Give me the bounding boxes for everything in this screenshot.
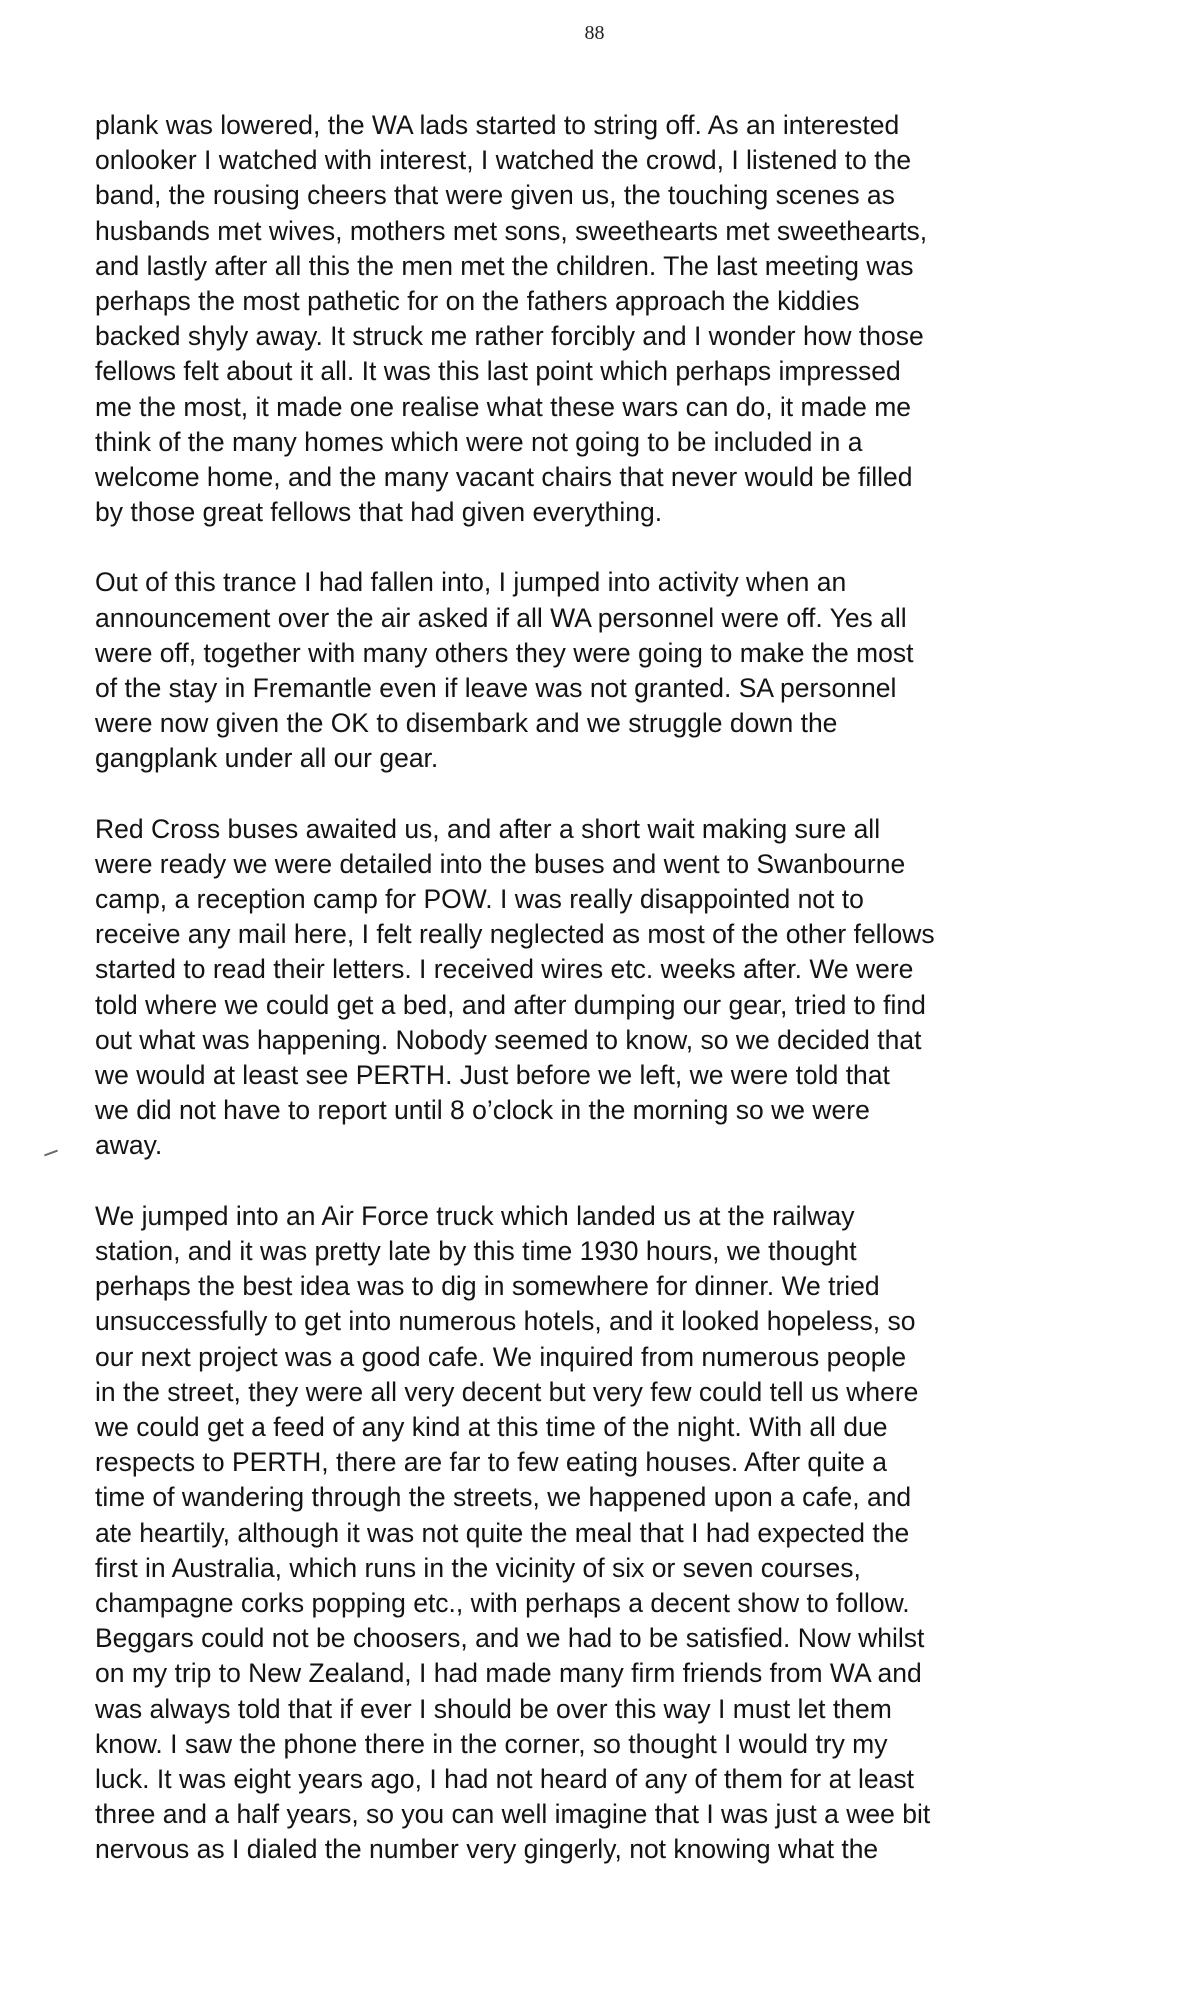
text-line: perhaps the most pathetic for on the fathers approach the kiddies bbox=[95, 286, 860, 317]
text-line: and lastly after all this the men met the children. The last meeting was bbox=[95, 250, 914, 281]
paragraph bbox=[95, 1199, 1105, 1868]
text-line: know. I saw the phone there in the corner, so thought I would try my bbox=[95, 1728, 888, 1759]
text-line: out what was happening. Nobody seemed to know, so we decided that bbox=[95, 1024, 922, 1055]
text-line: respects to PERTH, there are far to few eating houses. After quite a bbox=[95, 1447, 887, 1478]
margin-pen-mark bbox=[44, 1150, 58, 1157]
text-line: started to read their letters. I received wires etc. weeks after. We were bbox=[95, 954, 914, 985]
text-line: were ready we were detailed into the buses and went to Swanbourne bbox=[95, 848, 906, 879]
text-line: receive any mail here, I felt really neglected as most of the other fellows bbox=[95, 919, 935, 950]
body-text bbox=[95, 108, 1105, 1903]
text-line: me the most, it made one realise what these wars can do, it made me bbox=[95, 391, 912, 422]
text-line: Red Cross buses awaited us, and after a short wait making sure all bbox=[95, 813, 881, 844]
paragraph bbox=[95, 812, 1105, 1164]
text-line: gangplank under all our gear. bbox=[95, 743, 439, 774]
text-line: onlooker I watched with interest, I watched the crowd, I listened to the bbox=[95, 145, 912, 176]
text-line: band, the rousing cheers that were given us, the touching scenes as bbox=[95, 180, 895, 211]
text-line: of the stay in Fremantle even if leave was not granted. SA personnel bbox=[95, 673, 897, 704]
text-line: announcement over the air asked if all WA personnel were off. Yes all bbox=[95, 602, 907, 633]
text-line: nervous as I dialed the number very gingerly, not knowing what the bbox=[95, 1834, 879, 1865]
paragraph bbox=[95, 108, 1105, 530]
text-line: welcome home, and the many vacant chairs that never would be filled bbox=[95, 462, 913, 493]
text-line: we did not have to report until 8 o’clock in the morning so we were bbox=[95, 1095, 870, 1126]
page-number: 88 bbox=[584, 22, 605, 44]
text-line: away. bbox=[95, 1130, 163, 1161]
text-line: ate heartily, although it was not quite the meal that I had expected the bbox=[95, 1517, 910, 1548]
text-line: husbands met wives, mothers met sons, sweethearts met sweethearts, bbox=[95, 215, 928, 246]
text-line: fellows felt about it all. It was this last point which perhaps impressed bbox=[95, 356, 901, 387]
text-line: perhaps the best idea was to dig in somewhere for dinner. We tried bbox=[95, 1271, 880, 1302]
text-line: by those great fellows that had given everything. bbox=[95, 497, 663, 528]
text-line: was always told that if ever I should be over this way I must let them bbox=[95, 1693, 892, 1724]
text-line: we would at least see PERTH. Just before we left, we were told that bbox=[95, 1060, 890, 1091]
text-line: station, and it was pretty late by this time 1930 hours, we thought bbox=[95, 1235, 857, 1266]
text-line: were now given the OK to disembark and we struggle down the bbox=[95, 708, 838, 739]
text-line: we could get a feed of any kind at this time of the night. With all due bbox=[95, 1411, 888, 1442]
text-line: champagne corks popping etc., with perhaps a decent show to follow. bbox=[95, 1587, 910, 1618]
text-line: camp, a reception camp for POW. I was really disappointed not to bbox=[95, 884, 864, 915]
text-line: time of wandering through the streets, we happened upon a cafe, and bbox=[95, 1482, 912, 1513]
text-line: We jumped into an Air Force truck which landed us at the railway bbox=[95, 1200, 855, 1231]
text-line: backed shyly away. It struck me rather forcibly and I wonder how those bbox=[95, 321, 924, 352]
text-line: on my trip to New Zealand, I had made many firm friends from WA and bbox=[95, 1658, 922, 1689]
text-line: first in Australia, which runs in the vicinity of six or seven courses, bbox=[95, 1552, 861, 1583]
text-line: three and a half years, so you can well imagine that I was just a wee bit bbox=[95, 1799, 931, 1830]
text-line: Out of this trance I had fallen into, I jumped into activity when an bbox=[95, 567, 847, 598]
text-line: unsuccessfully to get into numerous hotels, and it looked hopeless, so bbox=[95, 1306, 916, 1337]
text-line: plank was lowered, the WA lads started to string off. As an interested bbox=[95, 110, 900, 140]
text-line: Beggars could not be choosers, and we had to be satisfied. Now whilst bbox=[95, 1623, 925, 1654]
text-line: told where we could get a bed, and after dumping our gear, tried to find bbox=[95, 989, 926, 1020]
paragraph bbox=[95, 565, 1105, 776]
text-line: luck. It was eight years ago, I had not heard of any of them for at least bbox=[95, 1763, 915, 1794]
text-line: were off, together with many others they were going to make the most bbox=[95, 637, 914, 668]
text-line: in the street, they were all very decent but very few could tell us where bbox=[95, 1376, 919, 1407]
text-line: think of the many homes which were not going to be included in a bbox=[95, 426, 863, 457]
text-line: our next project was a good cafe. We inquired from numerous people bbox=[95, 1341, 907, 1372]
